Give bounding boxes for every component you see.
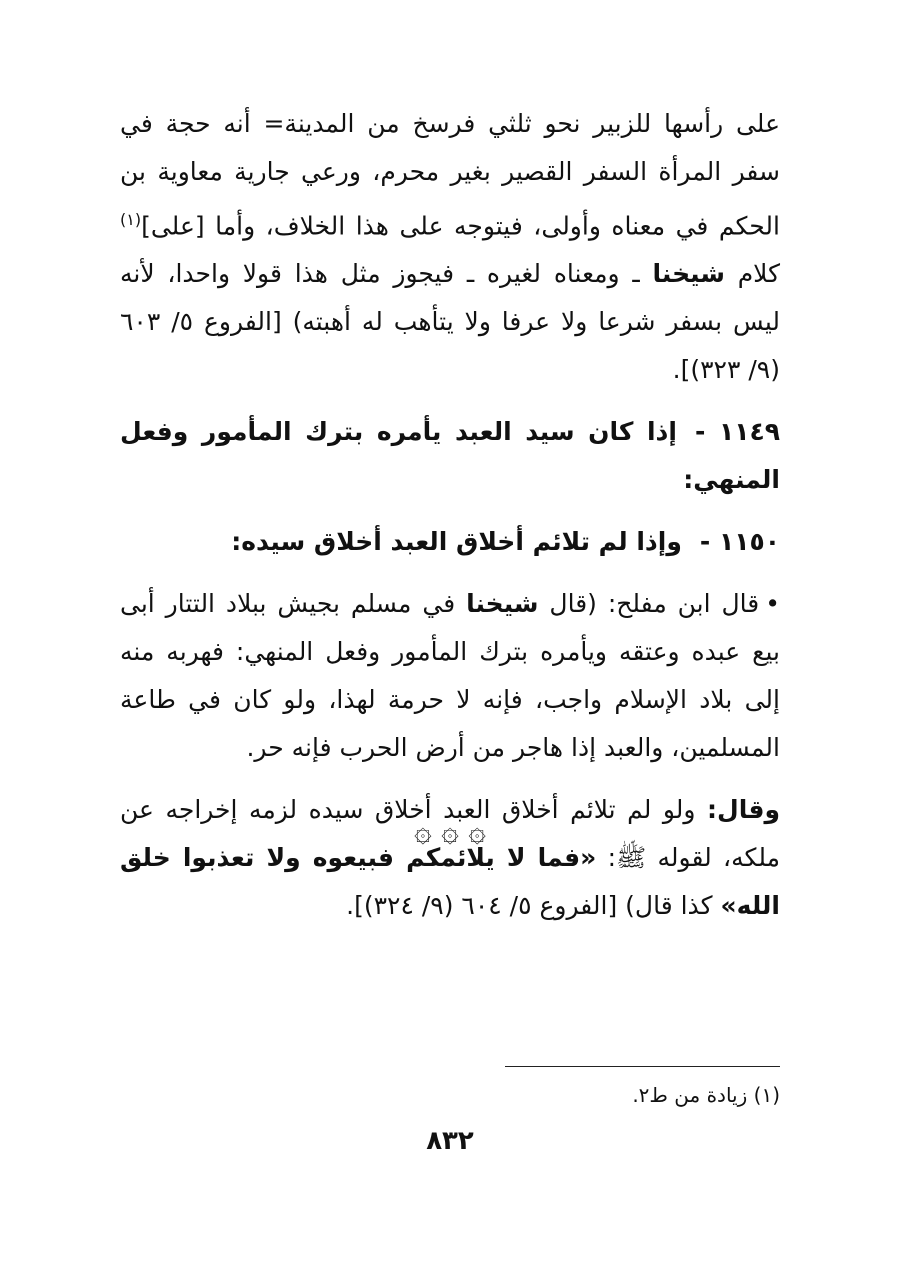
passage-line-4: فيجوز مثل هذا قولا واحدا، لأنه ليس بسفر شرعا ولا عرفا ولا يتأهب له [120,259,781,337]
qal-text-1: ولو لم تلائم أخلاق العبد أخلاق سيده لزمه إخراجه عن ملكه، لقوله ﷺ: [120,795,780,873]
hadith-quote: «فما لا يلائمكم فبيعوه ولا تعذبوا خلق الله» [120,843,780,921]
footnote-ref: (١) [120,210,142,229]
qal-lead: وقال: [707,795,780,825]
page-number: ٨٣٢ [426,1126,474,1156]
ibn-muflih-intro: قال ابن مفلح: (قال [538,589,760,619]
section-number-1149: ١١٤٩ - [694,417,780,447]
ibn-muflih-rest: في مسلم بجيش ببلاد التتار أبى بيع عبده وعتقه ويأمره بترك المأمور وفعل المنهي: فهربه منه إلى بلاد الإسلام واجب، فإنه لا حرمة لهذا، ولو كان في طاعة المسلمين، والعبد إذا هاجر من أرض الحرب فإنه حر. [120,589,780,763]
paragraph-ibn-muflih [120,580,780,772]
footnote-rule [505,1066,780,1067]
section-title-1150: وإذا لم تلائم أخلاق العبد أخلاق سيده: [231,527,682,557]
passage-line-2: السفر القصير بغير محرم، ورعي جارية معاوية بن الحكم في معناه وأولى، [120,157,780,241]
passage-line-1: على رأسها للزبير نحو ثلثي فرسخ من المدينة= أنه حجة في سفر المرأة [120,109,780,186]
continued-passage [120,100,780,394]
section-heading-1149 [120,408,780,504]
passage-line-3a: فيتوجه على هذا الخلاف، وأما [على] [141,211,523,241]
section-number-1150: ١١٥٠ - [699,527,780,557]
ibn-muflih-bold: شيخنا [466,589,539,619]
passage-bold-shaykhuna: شيخنا [652,259,725,289]
paragraph-qal [120,786,780,930]
footnote: (١) زيادة من ط٢. [632,1083,780,1107]
section-title-1149: إذا كان سيد العبد يأمره بترك المأمور وفعل المنهي: [120,417,780,495]
ornament-divider-icon: ۞ ۞ ۞ [414,814,486,849]
passage-line-3c: ـ ومعناه لغيره ـ [466,259,653,289]
section-heading-1150 [120,518,780,566]
passage-line-3b: كلام [724,259,781,289]
body-text [120,100,780,930]
bullet-icon: • [765,589,780,619]
passage-line-5: أهبته) [الفروع ٥/ ٦٠٣ (٩/ ٣٢٣)]. [120,307,780,385]
qal-text-2: كذا قال) [الفروع ٥/ ٦٠٤ (٩/ ٣٢٤)]. [346,891,721,921]
